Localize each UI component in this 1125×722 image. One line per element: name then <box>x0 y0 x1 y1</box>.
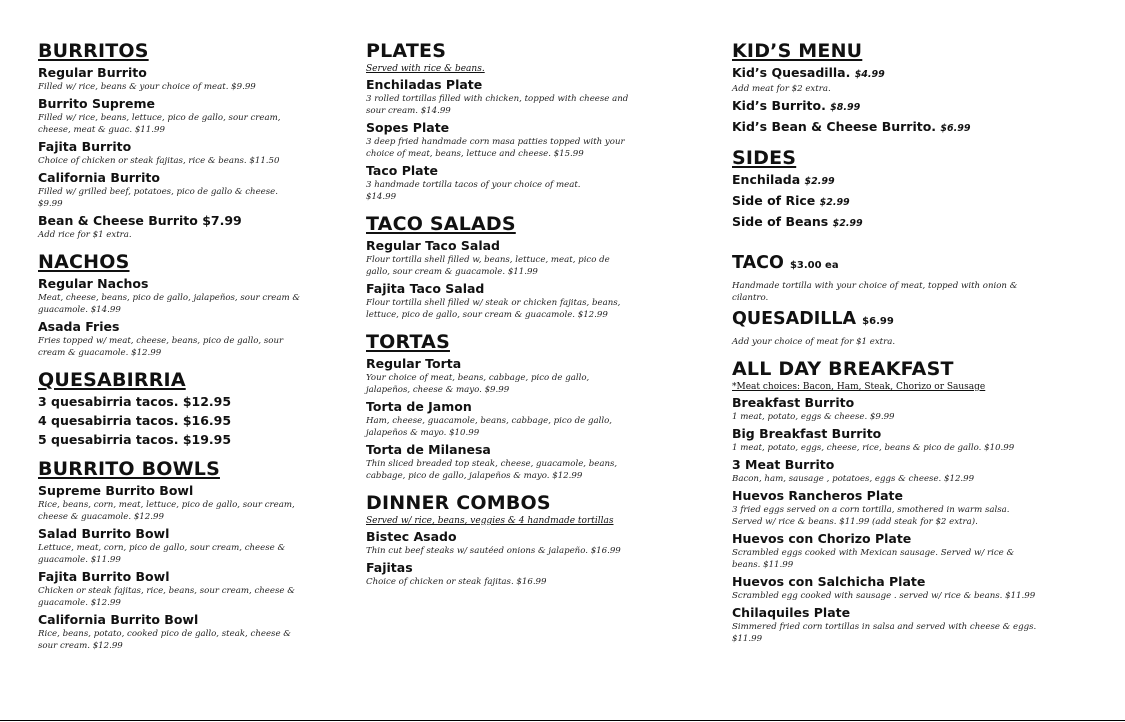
item-price: $6.99 <box>940 123 971 134</box>
item-description: Choice of chicken or steak fajitas, rice & beans. $11.50 <box>38 156 280 166</box>
menu-item <box>732 213 1052 232</box>
item-name-text: Kid’s Bean & Cheese Burrito. <box>732 119 937 134</box>
menu-item <box>38 212 328 241</box>
section-title: QUESABIRRIA <box>38 369 186 391</box>
item-description: Flour tortilla shell filled w/ steak or chicken fajitas, beans, lettuce, pico de gallo, sour cream & guacamole. $12.99 <box>366 298 621 320</box>
menu-column-right <box>732 40 1052 655</box>
item-description: 3 deep fried handmade corn masa patties topped with your choice of meat, beans, lettuce and cheese. $15.99 <box>366 137 625 159</box>
item-name: Sopes Plate <box>366 120 450 135</box>
item-name <box>732 64 1052 83</box>
menu-item <box>732 487 1052 528</box>
item-description: Bacon, ham, sausage , potatoes, eggs & cheese. $12.99 <box>732 474 975 484</box>
menu-item <box>366 76 656 117</box>
item-name: Fajita Burrito Bowl <box>38 569 170 584</box>
section-sides <box>732 147 1052 232</box>
item-description: Choice of chicken or steak fajitas. $16.99 <box>366 577 547 587</box>
section-title-text: QUESADILLA <box>732 309 857 329</box>
item-description: Rice, beans, potato, cooked pico de gallo, steak, cheese & sour cream. $12.99 <box>38 629 291 651</box>
menu-item <box>732 394 1052 423</box>
item-name: Bistec Asado <box>366 529 457 544</box>
item-description: Your choice of meat, beans, cabbage, pico de gallo, jalapeños, cheese & mayo. $9.99 <box>366 373 590 395</box>
item-name-text: Side of Beans <box>732 214 829 229</box>
item-name: Fajita Burrito <box>38 139 132 154</box>
menu-item <box>732 425 1052 454</box>
section-subtitle: Served w/ rice, beans, veggies & 4 handmade tortillas <box>366 516 614 526</box>
item-description: 1 meat, potato, eggs & cheese. $9.99 <box>732 412 895 422</box>
menu-item: 5 quesabirria tacos. $19.95 <box>38 432 232 447</box>
menu-item <box>732 64 1052 95</box>
menu-item <box>366 398 656 439</box>
item-description: Scrambled egg cooked with sausage . served w/ rice & beans. $11.99 <box>732 591 1036 601</box>
item-description: Rice, beans, corn, meat, lettuce, pico de gallo, sour cream, cheese & guacamole. $12.99 <box>38 500 295 522</box>
section-tortas <box>366 331 656 482</box>
menu-item <box>732 171 1052 190</box>
section-plates <box>366 40 656 203</box>
item-description: Scrambled eggs cooked with Mexican sausage. Served w/ rice & beans. $11.99 <box>732 548 1015 570</box>
item-name: Torta de Jamon <box>366 399 472 414</box>
item-name: Taco Plate <box>366 163 439 178</box>
item-description: Handmade tortilla with your choice of meat, topped with onion & cilantro. <box>732 281 1018 303</box>
menu-item <box>366 441 656 482</box>
menu-item <box>38 318 328 359</box>
bottom-divider <box>0 720 1125 721</box>
menu-item <box>366 528 656 557</box>
item-description: Thin cut beef steaks w/ sautéed onions & jalapeño. $16.99 <box>366 546 621 556</box>
item-name: Torta de Milanesa <box>366 442 491 457</box>
item-description: Lettuce, meat, corn, pico de gallo, sour cream, cheese & guacamole. $11.99 <box>38 543 286 565</box>
menu-item <box>38 482 328 523</box>
item-name-text: Kid’s Burrito. <box>732 98 826 113</box>
item-name: Regular Taco Salad <box>366 238 500 253</box>
menu-column-left <box>38 40 328 662</box>
menu-item <box>38 95 328 136</box>
menu-item <box>732 573 1052 602</box>
menu-item: 4 quesabirria tacos. $16.95 <box>38 413 232 428</box>
menu-item <box>366 280 656 321</box>
item-name: Breakfast Burrito <box>732 395 855 410</box>
item-name: California Burrito <box>38 170 160 185</box>
section-subtitle: Served with rice & beans. <box>366 64 485 74</box>
item-name: Salad Burrito Bowl <box>38 526 170 541</box>
section-nachos <box>38 251 328 359</box>
item-description: Filled w/ rice, beans & your choice of meat. $9.99 <box>38 82 256 92</box>
section-price: $3.00 ea <box>789 260 839 271</box>
section-dinner-combos <box>366 492 656 588</box>
section-title: BURRITO BOWLS <box>38 458 220 480</box>
item-description: Chicken or steak fajitas, rice, beans, sour cream, cheese & guacamole. $12.99 <box>38 586 295 608</box>
item-description: Ham, cheese, guacamole, beans, cabbage, pico de gallo, jalapeños & mayo. $10.99 <box>366 416 612 438</box>
item-description: Filled w/ grilled beef, potatoes, pico de gallo & cheese. $9.99 <box>38 187 278 209</box>
item-description: Flour tortilla shell filled w, beans, lettuce, meat, pico de gallo, sour cream & guacamole. $11.99 <box>366 255 610 277</box>
item-name-text: Enchilada <box>732 172 801 187</box>
menu-item <box>732 456 1052 485</box>
menu-item <box>366 162 656 203</box>
section-burritos <box>38 40 328 241</box>
section-title: DINNER COMBOS <box>366 492 551 514</box>
item-description: Filled w/ rice, beans, lettuce, pico de gallo, sour cream, cheese, meat & guac. $11.99 <box>38 113 281 135</box>
item-name <box>732 97 1052 116</box>
item-name: Regular Nachos <box>38 276 149 291</box>
menu-item <box>38 525 328 566</box>
section-title: SIDES <box>732 147 797 169</box>
menu-item: 3 quesabirria tacos. $12.95 <box>38 394 232 409</box>
item-description: 3 rolled tortillas filled with chicken, topped with cheese and sour cream. $14.99 <box>366 94 629 116</box>
section-kids-menu <box>732 40 1052 137</box>
menu-item <box>732 97 1052 116</box>
item-name: Supreme Burrito Bowl <box>38 483 194 498</box>
item-description: 1 meat, potato, eggs, cheese, rice, beans & pico de gallo. $10.99 <box>732 443 1015 453</box>
menu-item <box>38 138 328 167</box>
item-description: Thin sliced breaded top steak, cheese, guacamole, beans, cabbage, pico de gallo, jalapeños & mayo. $12.99 <box>366 459 618 481</box>
section-title-text: TACO <box>732 253 784 273</box>
menu-item <box>366 119 656 160</box>
section-quesadilla <box>732 308 1052 348</box>
item-name: Fajitas <box>366 560 413 575</box>
item-name: Regular Burrito <box>38 65 147 80</box>
item-description: Add meat for $2 extra. <box>732 84 831 94</box>
menu-item <box>732 530 1052 571</box>
item-description: Simmered fried corn tortillas in salsa and served with cheese & eggs. $11.99 <box>732 622 1037 644</box>
menu-item <box>38 64 328 93</box>
section-price: $6.99 <box>862 316 894 327</box>
menu-item <box>38 611 328 652</box>
section-title: PLATES <box>366 40 447 62</box>
section-title: NACHOS <box>38 251 130 273</box>
item-description: 3 fried eggs served on a corn tortilla, smothered in warm salsa. Served w/ rice & beans. $11.99 (add steak for $2 extra). <box>732 505 1010 527</box>
item-name: California Burrito Bowl <box>38 612 199 627</box>
item-price: $4.99 <box>854 69 885 80</box>
menu-item <box>38 275 328 316</box>
item-name: Enchiladas Plate <box>366 77 483 92</box>
section-title: TACO SALADS <box>366 213 516 235</box>
item-name: Chilaquiles Plate <box>732 605 851 620</box>
item-name: Huevos con Chorizo Plate <box>732 531 912 546</box>
menu-item <box>366 355 656 396</box>
menu-item <box>366 559 656 588</box>
item-name <box>732 118 1052 137</box>
item-name: Burrito Supreme <box>38 96 155 111</box>
item-name: Fajita Taco Salad <box>366 281 485 296</box>
section-subtitle: *Meat choices: Bacon, Ham, Steak, Chorizo or Sausage <box>732 382 986 392</box>
item-name: Huevos Rancheros Plate <box>732 488 903 503</box>
section-title: BURRITOS <box>38 40 149 62</box>
item-price: $2.99 <box>804 176 835 187</box>
menu-item <box>366 237 656 278</box>
section-title: ALL DAY BREAKFAST <box>732 358 954 380</box>
item-price: $8.99 <box>830 102 861 113</box>
section-all-day-breakfast <box>732 358 1052 645</box>
item-price: $2.99 <box>832 218 863 229</box>
section-title: KID’S MENU <box>732 40 863 62</box>
section-quesabirria <box>38 369 328 448</box>
item-description: 3 handmade tortilla tacos of your choice of meat. $14.99 <box>366 180 581 202</box>
item-name: Huevos con Salchicha Plate <box>732 574 926 589</box>
menu-item <box>38 568 328 609</box>
item-description: Fries topped w/ meat, cheese, beans, pico de gallo, sour cream & guacamole. $12.99 <box>38 336 284 358</box>
section-taco-salads <box>366 213 656 321</box>
section-burrito-bowls <box>38 458 328 652</box>
menu-item <box>732 118 1052 137</box>
item-name: Asada Fries <box>38 319 120 334</box>
menu-column-middle <box>366 40 656 598</box>
menu-item <box>38 169 328 210</box>
menu-item <box>732 192 1052 211</box>
section-title <box>732 252 1052 277</box>
item-name: Big Breakfast Burrito <box>732 426 882 441</box>
section-title <box>732 308 1052 333</box>
item-name: Bean & Cheese Burrito $7.99 <box>38 213 242 228</box>
section-title: TORTAS <box>366 331 450 353</box>
item-name-text: Kid’s Quesadilla. <box>732 65 851 80</box>
item-description: Meat, cheese, beans, pico de gallo, jalapeños, sour cream & guacamole. $14.99 <box>38 293 301 315</box>
item-name-text: Side of Rice <box>732 193 816 208</box>
item-name: 3 Meat Burrito <box>732 457 835 472</box>
item-price: $2.99 <box>819 197 850 208</box>
item-description: Add your choice of meat for $1 extra. <box>732 337 896 347</box>
menu-item <box>732 604 1052 645</box>
item-name: Regular Torta <box>366 356 462 371</box>
item-description: Add rice for $1 extra. <box>38 230 132 240</box>
section-taco <box>732 252 1052 304</box>
